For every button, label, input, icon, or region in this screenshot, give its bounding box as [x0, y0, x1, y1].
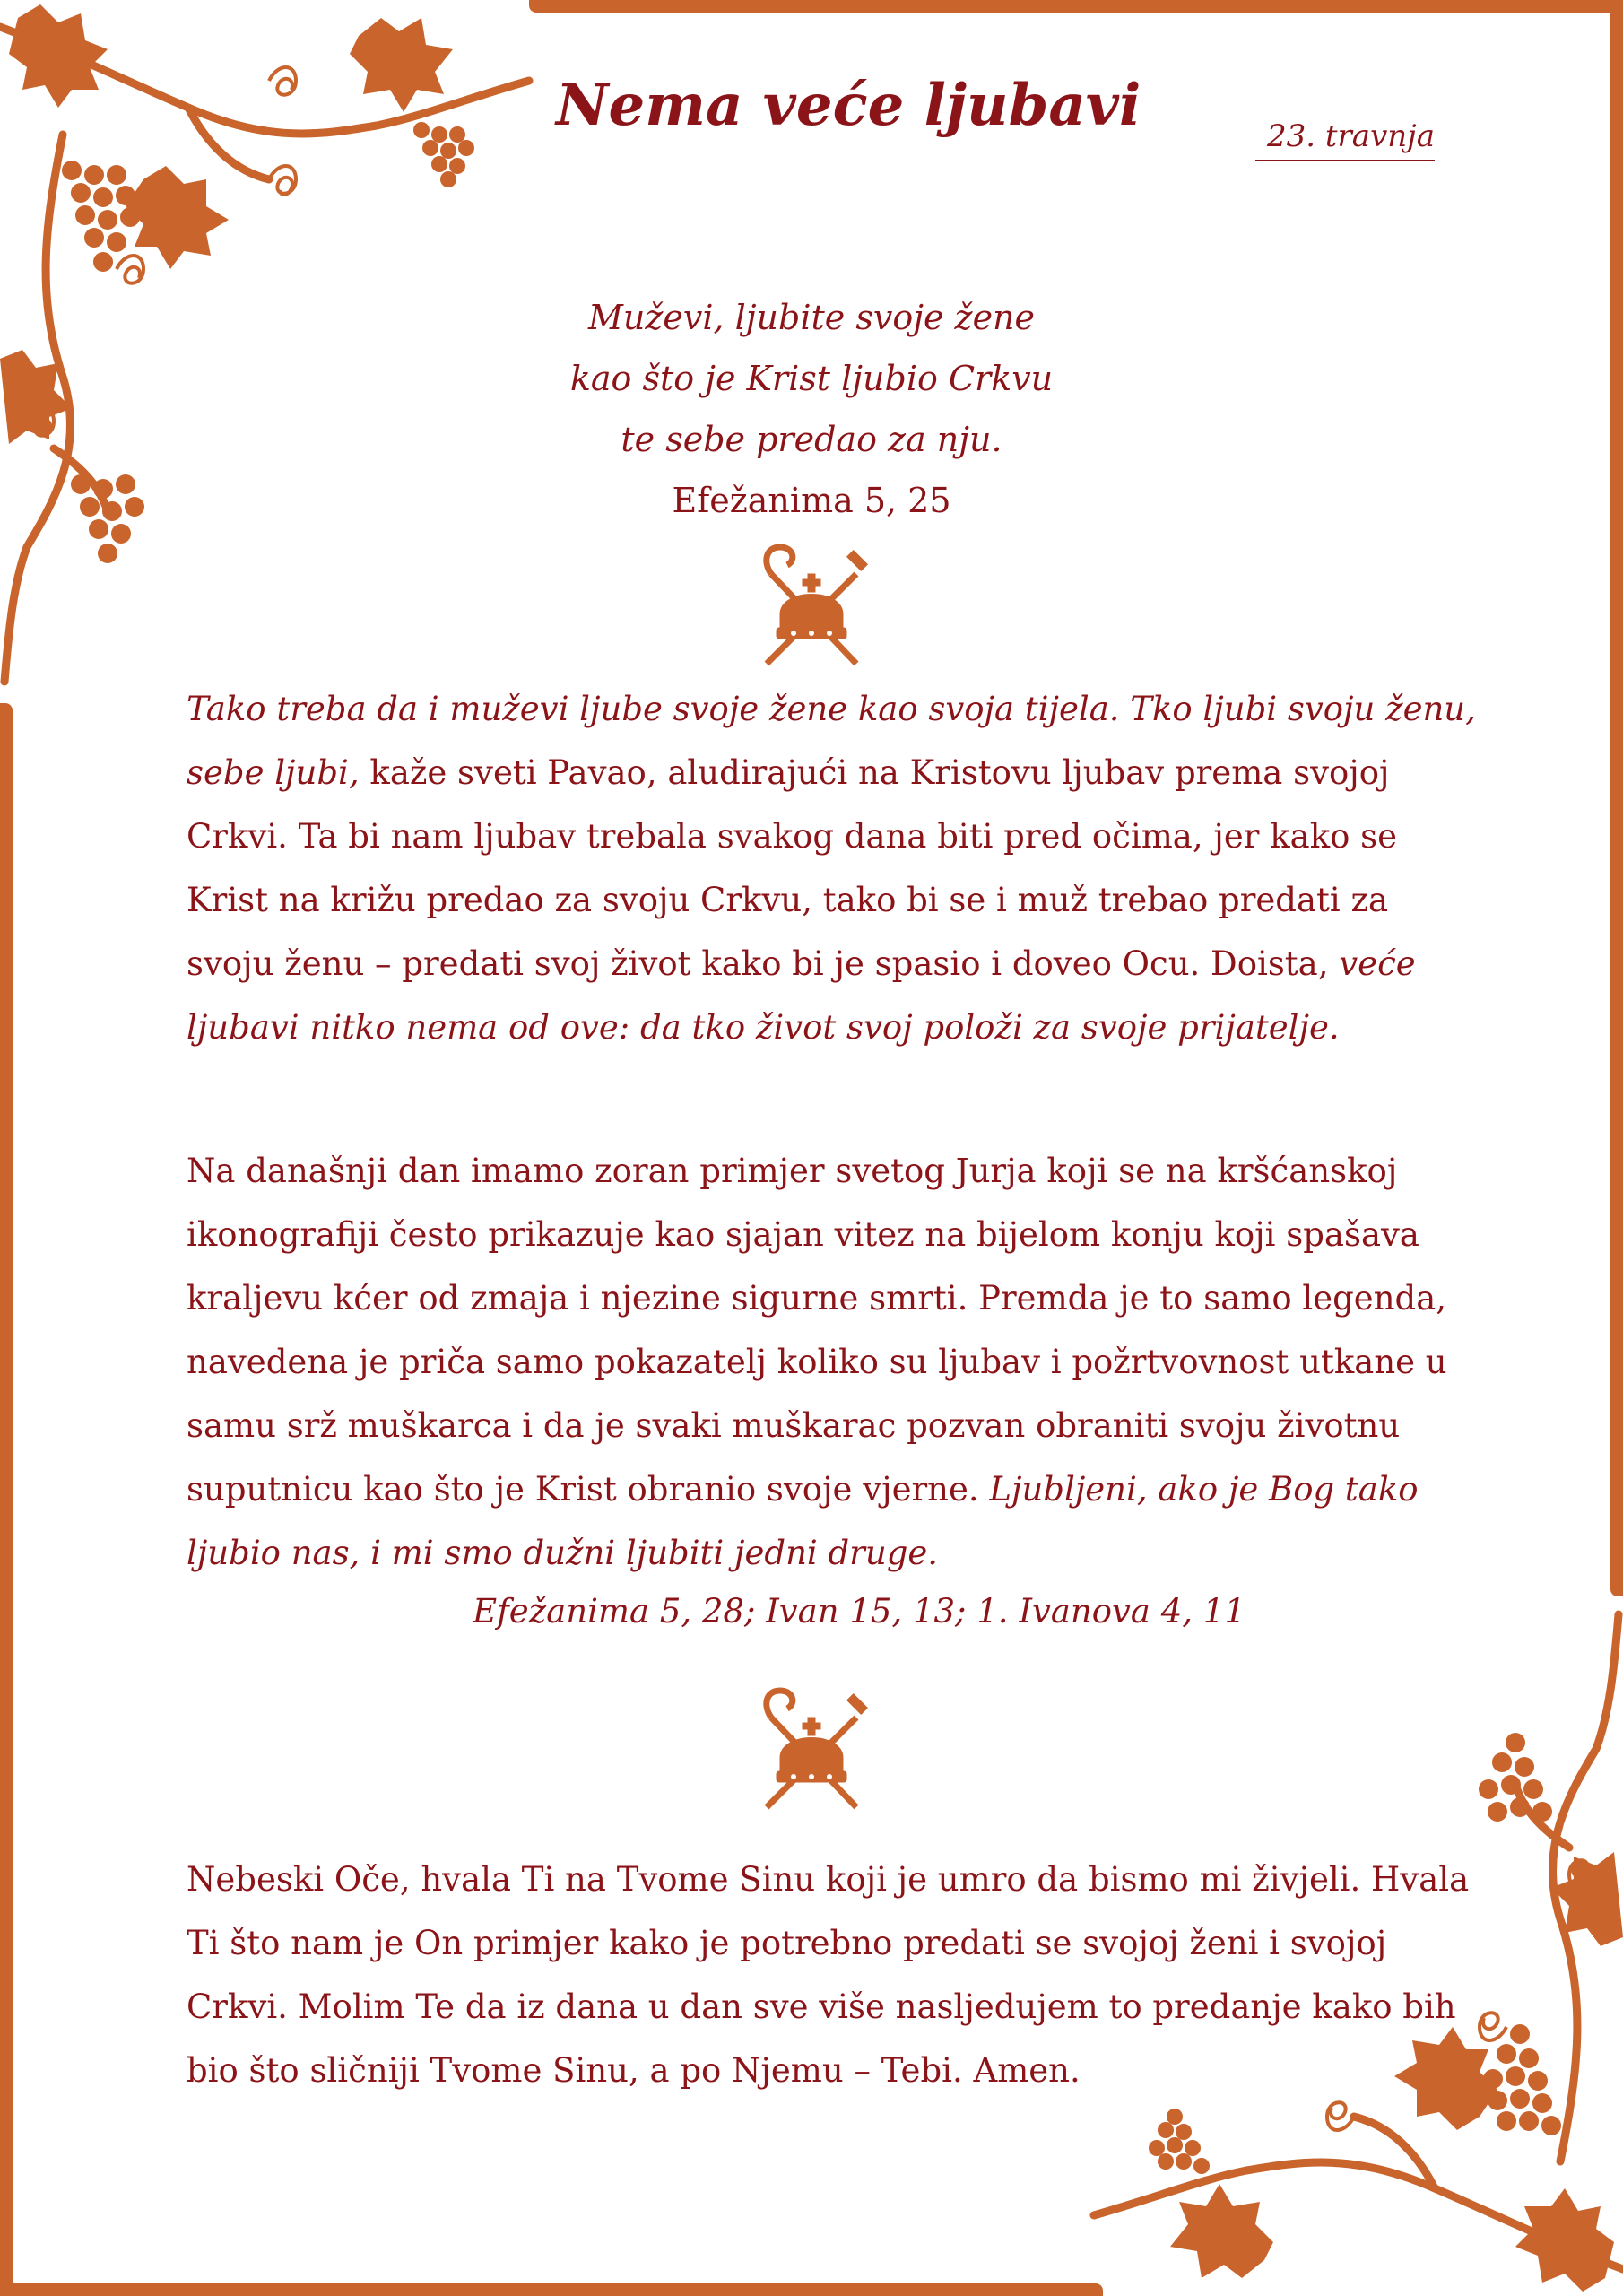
italic-text: ljubavi nitko nema od ove: da tko život svoj položi za svoje prijatelje.	[187, 1008, 1340, 1047]
date-label: 23. travnja	[1255, 118, 1435, 161]
scripture-references: Efežanima 5, 28; Ivan 15, 13; 1. Ivanova 4, 11	[473, 1592, 1245, 1631]
text-line	[187, 1266, 1447, 1330]
italic-text: veće	[1339, 944, 1416, 983]
page-border-top	[529, 0, 1623, 13]
prayer-line: Nebeski Oče, hvala Ti na Tvome Sinu koji je umro da bismo mi živjeli. Hvala	[187, 1860, 1470, 1899]
quote-line: te sebe predao za nju.	[621, 420, 1002, 459]
quote-line: kao što je Krist ljubio Crkvu	[569, 359, 1054, 398]
text-line	[187, 868, 1442, 932]
text: Krist na križu predao za svoju Crkvu, tako bi se i muž trebao predati za	[187, 881, 1389, 919]
page-border-left	[0, 703, 13, 2296]
body-paragraph	[187, 677, 1476, 1059]
text: Na današnji dan imamo zoran primjer svetog Jurja koji se na kršćanskoj	[187, 1152, 1398, 1190]
text: samu srž muškarca i da je svaki muškarac pozvan obraniti svoju životnu	[187, 1406, 1401, 1445]
page-border-bottom	[0, 2283, 1103, 2296]
text-line	[187, 1394, 1442, 1457]
text: navedena je priča samo pokazatelj koliko su ljubav i požrtvovnost utkane u	[187, 1343, 1447, 1381]
text-line	[187, 932, 1442, 996]
text-line	[187, 741, 1442, 804]
prayer-line: Crkvi. Molim Te da iz dana u dan sve više nasljedujem to predanje kako bih	[187, 1987, 1456, 2026]
text: ikonografiji često prikazuje kao sjajan vitez na bijelom konju koji spašava	[187, 1215, 1419, 1254]
prayer-paragraph	[187, 1848, 1470, 2102]
text: suputnicu kao što je Krist obranio svoje vjerne.	[187, 1470, 990, 1509]
text-line	[187, 1203, 1442, 1266]
italic-text: Ljubljeni, ako je Bog tako	[989, 1470, 1419, 1509]
text-line	[187, 1330, 1447, 1394]
text-line	[187, 1457, 1442, 1521]
text: kaže sveti Pavao, aludirajući na Kristovu ljubav prema svojoj	[359, 753, 1390, 792]
text-line	[187, 1139, 1442, 1203]
text-line	[187, 996, 1442, 1059]
prayer-line: Ti što nam je On primjer kako je potrebno predati se svojoj ženi i svojoj	[187, 1924, 1387, 1962]
quote-reference: Efežanima 5, 25	[672, 481, 951, 520]
page-border-right	[1610, 0, 1623, 1596]
crown-crozier-sword-emblem-icon	[744, 538, 879, 673]
italic-text: sebe ljubi,	[187, 753, 360, 792]
epigraph-quote	[453, 287, 1170, 531]
text-line	[187, 677, 1476, 741]
italic-text: Tako treba da i muževi ljube svoje žene kao svoja tijela. Tko ljubi svoju ženu,	[187, 690, 1476, 728]
quote-line: Muževi, ljubite svoje žene	[587, 298, 1036, 337]
text: svoju ženu – predati svoj život kako bi je spasio i doveo Ocu. Doista,	[187, 944, 1340, 983]
text-line	[187, 1521, 1442, 1585]
prayer-line: bio što sličniji Tvome Sinu, a po Njemu – Tebi. Amen.	[187, 2051, 1081, 2090]
text: Crkvi. Ta bi nam ljubav trebala svakog dana biti pred očima, jer kako se	[187, 817, 1398, 856]
text-line	[187, 804, 1442, 868]
body-paragraph	[187, 1139, 1447, 1585]
text: kraljevu kćer od zmaja i njezine sigurne smrti. Premda je to samo legenda,	[187, 1279, 1447, 1318]
page-title: Nema veće ljubavi	[556, 72, 1141, 139]
italic-text: ljubio nas, i mi smo dužni ljubiti jedni druge.	[187, 1534, 939, 1572]
crown-crozier-sword-emblem-icon	[744, 1682, 879, 1816]
